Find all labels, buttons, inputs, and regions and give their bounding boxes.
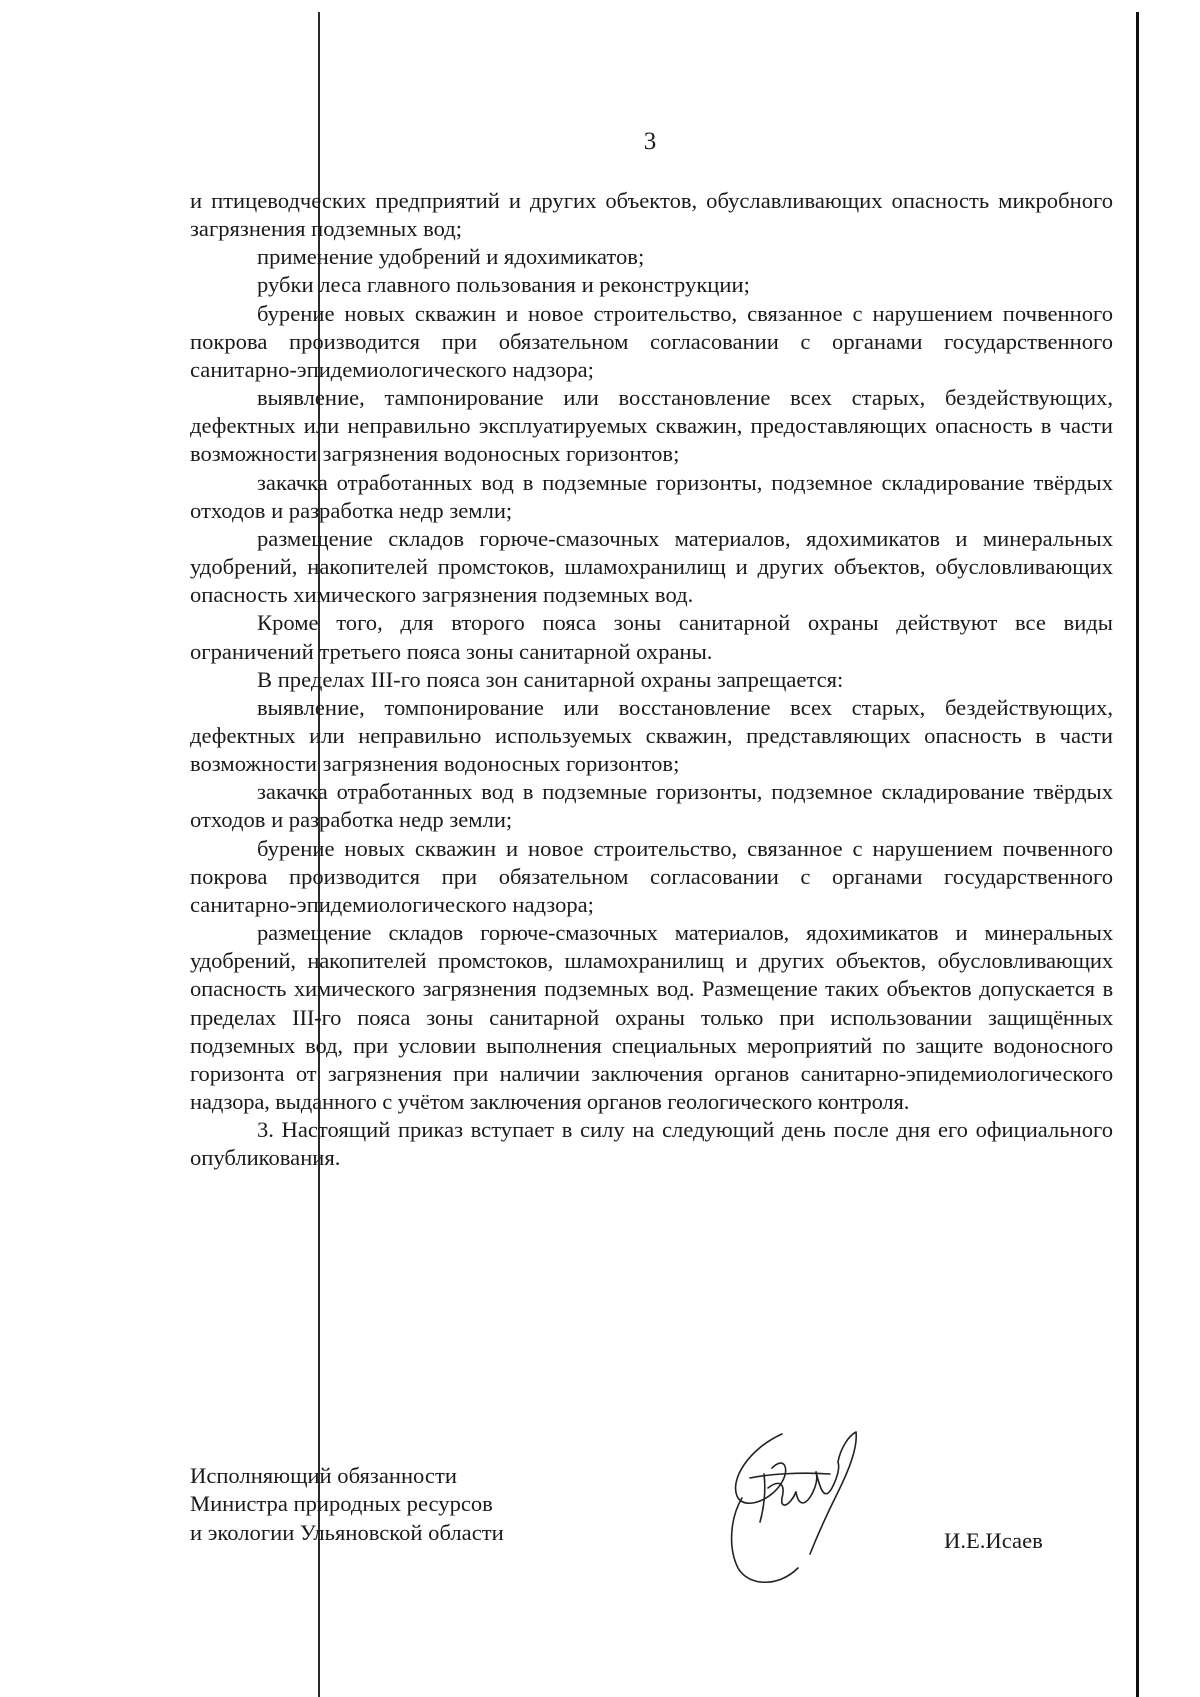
signatory-position [190,1462,610,1547]
paragraph: размещение складов горюче-смазочных материалов, ядохимикатов и минеральных удобрений, накопителей промстоков, шламохранилищ и других объектов, обусловливающих опасность химического загрязнения подземных вод. Размещение таких объектов допускается в пределах III-го пояса зоны санитарной охраны только при использовании защищённых подземных вод, при условии выполнения специальных мероприятий по защите водоносного горизонта от загрязнения при наличии заключения органов санитарно-эпидемиологического надзора, выданного с учётом заключения органов геологического контроля. [190,920,1113,1114]
paragraph: закачка отработанных вод в подземные горизонты, подземное складирование твёрдых отходов и разработка недр земли; [190,779,1113,833]
paragraph: бурение новых скважин и новое строительство, связанное с нарушением почвенного покрова производится при обязательном согласовании с органами государственного санитарно-эпидемиологического надзора; [190,835,1113,917]
page-number: 3 [643,128,657,155]
scan-artifact-line-right [1136,12,1139,1697]
handwritten-signature [720,1428,880,1598]
paragraph: В пределах III-го пояса зон санитарной охраны запрещается: [257,666,844,692]
paragraph: выявление, тампонирование или восстановление всех старых, бездействующих, дефектных или неправильно эксплуатируемых скважин, предоставляющих опасность в части возможности загрязнения водоносных горизонтов; [190,385,1113,467]
paragraph: Кроме того, для второго пояса зоны санитарной охраны действуют все виды ограничений третьего пояса зоны санитарной охраны. [190,610,1113,664]
paragraph: 3. Настоящий приказ вступает в силу на следующий день после дня его официального опубликования. [190,1117,1113,1171]
paragraph: рубки леса главного пользования и реконструкции; [257,272,750,298]
paragraph: и птицеводческих предприятий и других объектов, обуславливающих опасность микробного загрязнения подземных вод; [190,188,1113,242]
paragraph: размещение складов горюче-смазочных материалов, ядохимикатов и минеральных удобрений, накопителей промстоков, шламохранилищ и других объектов, обусловливающих опасность химического загрязнения подземных вод. [190,525,1113,608]
paragraph: выявление, томпонирование или восстановление всех старых, бездействующих, дефектных или неправильно используемых скважин, представляющих опасность в части возможности загрязнения водоносных горизонтов; [190,694,1113,777]
signer-name: И.Е.Исаев [944,1528,1043,1553]
paragraph: применение удобрений и ядохимикатов; [257,244,645,270]
position-line: Исполняющий обязанности [190,1463,457,1488]
paragraph: бурение новых скважин и новое строительство, связанное с нарушением почвенного покрова производится при обязательном согласовании с органами государственного санитарно-эпидемиологического надзора; [190,300,1113,382]
document-body [190,187,1113,1172]
position-line: и экологии Ульяновской области [190,1519,504,1545]
position-line: Министра природных ресурсов [190,1491,493,1517]
paragraph: закачка отработанных вод в подземные горизонты, подземное складирование твёрдых отходов и разработка недр земли; [190,469,1113,523]
